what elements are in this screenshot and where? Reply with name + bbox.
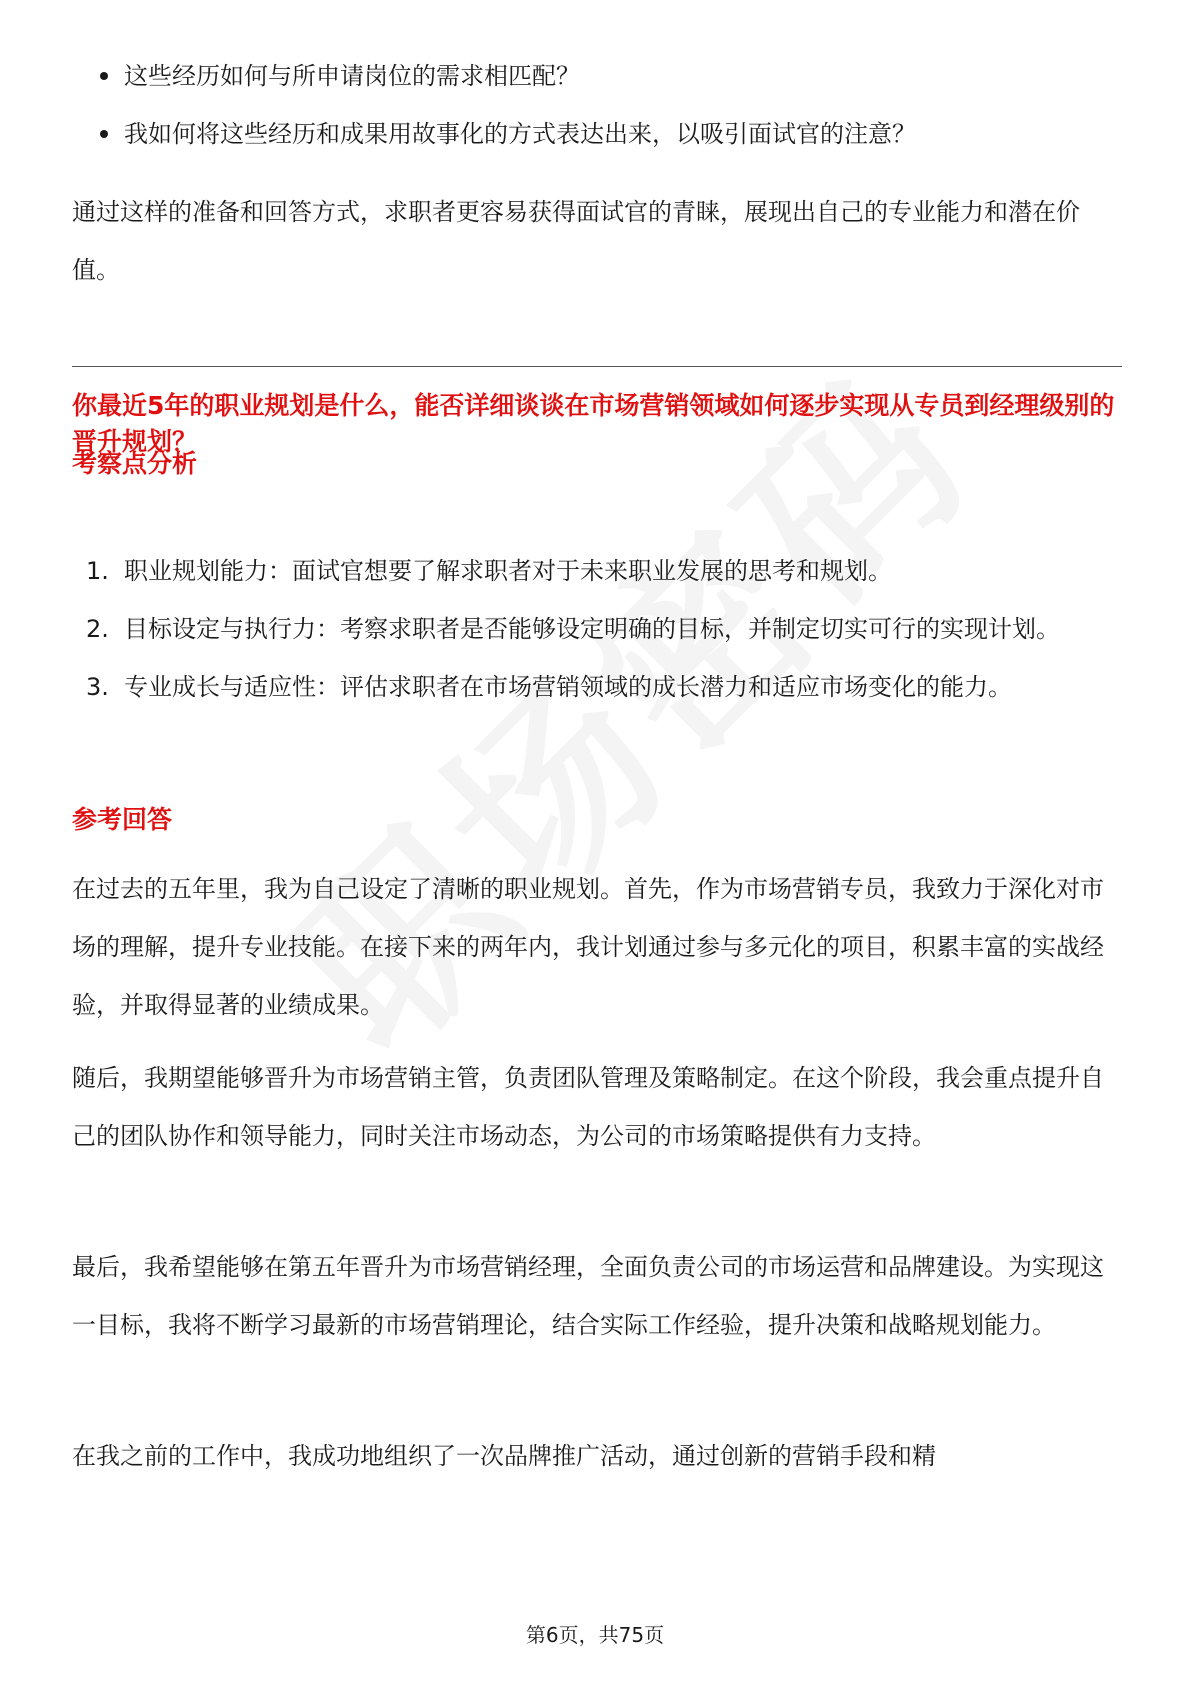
analysis-heading: 考察点分析: [72, 449, 198, 478]
list-item: [72, 58, 1122, 116]
list-item-text: 这些经历如何与所申请岗位的需求相匹配？: [124, 62, 580, 90]
answer-paragraph: 在过去的五年里，我为自己设定了清晰的职业规划。首先，作为市场营销专员，我致力于深化对市场的理解，提升专业技能。在接下来的两年内，我计划通过参与多元化的项目，积累丰富的实战经验，并取得显著的业绩成果。: [72, 875, 1104, 1019]
analysis-list: [72, 542, 1122, 716]
list-item-text: 目标设定与执行力：考察求职者是否能够设定明确的目标，并制定切实可行的实现计划。: [124, 615, 1060, 643]
answer-paragraph: 最后，我希望能够在第五年晋升为市场营销经理，全面负责公司的市场运营和品牌建设。为实现这一目标，我将不断学习最新的市场营销理论，结合实际工作经验，提升决策和战略规划能力。: [72, 1253, 1104, 1339]
list-item: [72, 658, 1122, 716]
list-item-text: 我如何将这些经历和成果用故事化的方式表达出来，以吸引面试官的注意？: [124, 120, 916, 148]
bullet-list: [72, 58, 1122, 174]
bullet-dot-icon: [100, 130, 108, 138]
list-item: [72, 542, 1122, 600]
page-number: 第6页，共75页: [525, 1623, 665, 1647]
answer-heading: 参考回答: [72, 805, 173, 834]
answer-paragraph: 在我之前的工作中，我成功地组织了一次品牌推广活动，通过创新的营销手段和精: [72, 1442, 936, 1470]
list-item: [72, 600, 1122, 658]
list-item: [72, 116, 1122, 174]
list-item-number: 2.: [86, 615, 109, 643]
list-item-number: 1.: [86, 557, 109, 585]
list-item-number: 3.: [86, 673, 109, 701]
question-heading: 你最近5年的职业规划是什么，能否详细谈谈在市场营销领域如何逐步实现从专员到经理级别的晋升规划？: [72, 391, 1115, 456]
section-divider: [72, 366, 1122, 367]
answer-paragraph: 随后，我期望能够晋升为市场营销主管，负责团队管理及策略制定。在这个阶段，我会重点提升自己的团队协作和领导能力，同时关注市场动态，为公司的市场策略提供有力支持。: [72, 1064, 1104, 1150]
intro-paragraph: 通过这样的准备和回答方式，求职者更容易获得面试官的青睐，展现出自己的专业能力和潜在价值。: [72, 198, 1080, 284]
list-item-text: 职业规划能力：面试官想要了解求职者对于未来职业发展的思考和规划。: [124, 557, 892, 585]
bullet-dot-icon: [100, 72, 108, 80]
list-item-text: 专业成长与适应性：评估求职者在市场营销领域的成长潜力和适应市场变化的能力。: [124, 673, 1012, 701]
